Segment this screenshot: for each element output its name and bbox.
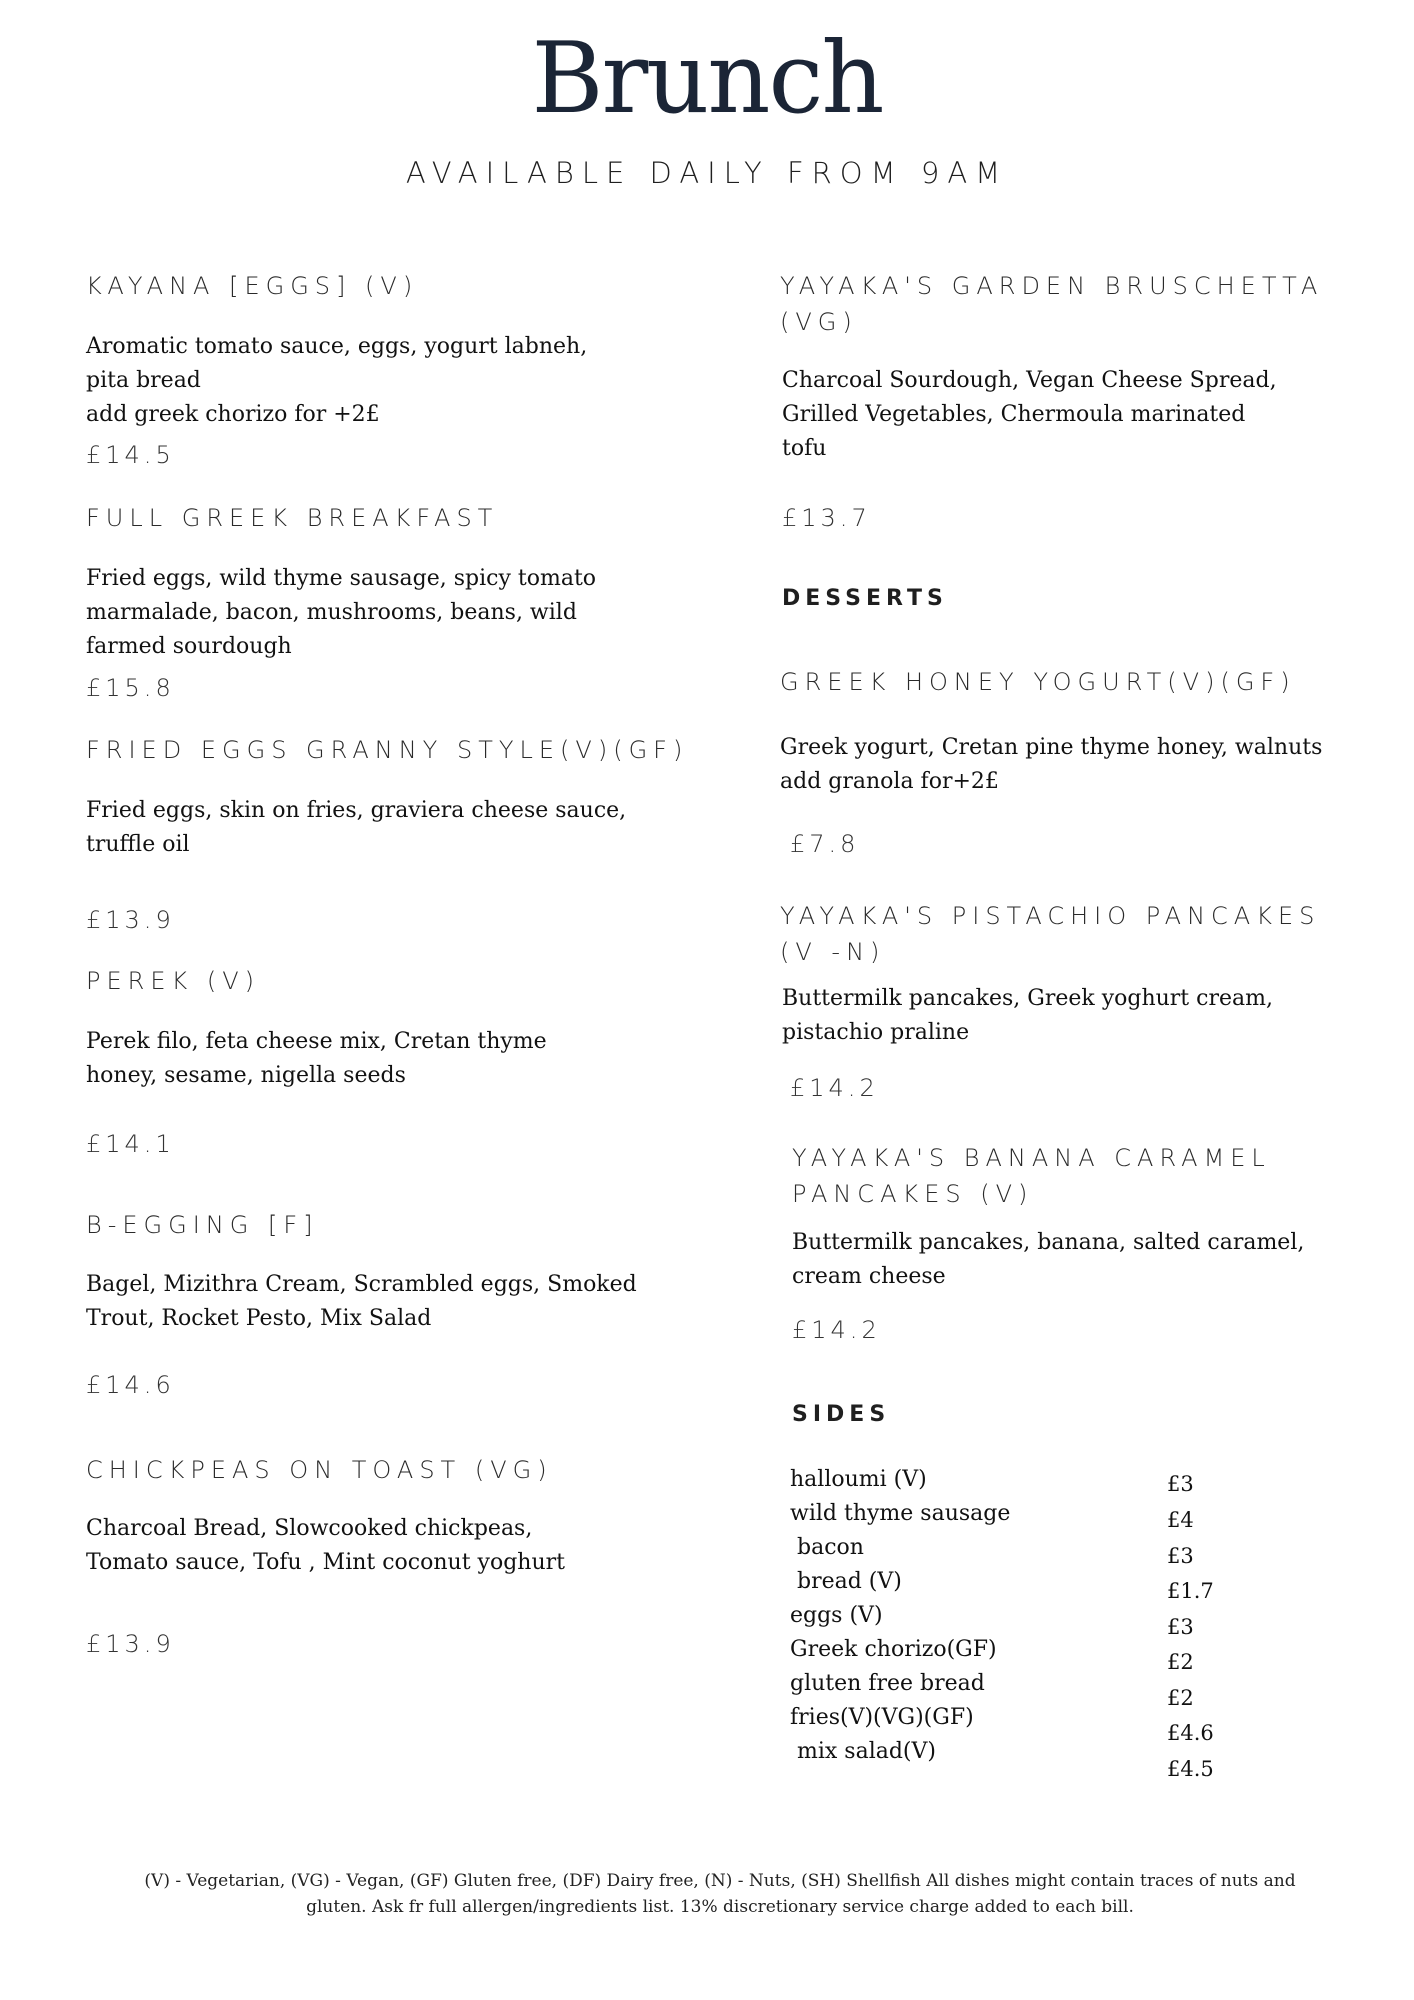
item-price: £13.9 bbox=[86, 1630, 175, 1658]
item-description: Buttermilk pancakes, banana, salted caramel, cream cheese bbox=[792, 1230, 1305, 1289]
allergen-footer-note: (V) - Vegetarian, (VG) - Vegan, (GF) Gluten free, (DF) Dairy free, (N) - Nuts, (SH) Shellfish All dishes might contain traces of nuts and gluten. Ask fr full allergen/ingredients list. 13% discretionary service charge added to each bill. bbox=[144, 1871, 1296, 1917]
side-price: £2 bbox=[1167, 1650, 1194, 1674]
item-price: £14.6 bbox=[86, 1371, 175, 1399]
page-title: Brunch bbox=[531, 22, 883, 136]
side-name: halloumi (V) bbox=[790, 1467, 927, 1492]
item-name: B-EGGING [F] bbox=[86, 1211, 319, 1239]
item-name: KAYANA [EGGS] (V) bbox=[86, 272, 419, 300]
item-name: YAYAKA'S GARDEN BRUSCHETTA bbox=[780, 272, 1324, 300]
sides-heading: SIDES bbox=[792, 1402, 891, 1427]
side-price: £4 bbox=[1167, 1508, 1194, 1532]
side-price: £3 bbox=[1167, 1615, 1194, 1639]
item-name: GREEK HONEY YOGURT(V)(GF) bbox=[780, 668, 1296, 696]
side-name: fries(V)(VG)(GF) bbox=[790, 1705, 974, 1730]
item-name-line2: (V -N) bbox=[780, 938, 886, 966]
item-price: £13.7 bbox=[782, 504, 871, 532]
item-price: £14.2 bbox=[792, 1316, 881, 1344]
item-name: PEREK (V) bbox=[86, 967, 260, 995]
item-description: Fried eggs, wild thyme sausage, spicy tomato marmalade, bacon, mushrooms, beans, wild farmed sourdough bbox=[86, 566, 597, 659]
item-name: FRIED EGGS GRANNY STYLE(V)(GF) bbox=[86, 736, 689, 764]
item-name: YAYAKA'S PISTACHIO PANCAKES bbox=[780, 902, 1321, 930]
item-name: CHICKPEAS ON TOAST (VG) bbox=[86, 1456, 553, 1484]
side-price: £4.5 bbox=[1167, 1757, 1214, 1781]
item-description: Bagel, Mizithra Cream, Scrambled eggs, Smoked Trout, Rocket Pesto, Mix Salad bbox=[86, 1272, 637, 1331]
item-price: £13.9 bbox=[86, 906, 175, 934]
item-price: £14.2 bbox=[790, 1074, 879, 1102]
item-price: £15.8 bbox=[86, 674, 175, 702]
item-description: Buttermilk pancakes, Greek yoghurt cream, pistachio praline bbox=[782, 986, 1273, 1045]
side-price: £1.7 bbox=[1167, 1579, 1214, 1603]
side-price: £3 bbox=[1167, 1472, 1194, 1496]
side-price: £3 bbox=[1167, 1544, 1194, 1568]
desserts-heading: DESSERTS bbox=[782, 586, 948, 611]
item-name-line2: (VG) bbox=[780, 308, 858, 336]
side-name: Greek chorizo(GF) bbox=[790, 1637, 997, 1662]
availability-subtitle: AVAILABLE DAILY FROM 9AM bbox=[405, 156, 1009, 190]
side-name: gluten free bread bbox=[790, 1671, 985, 1696]
side-name: wild thyme sausage bbox=[790, 1501, 1011, 1526]
item-price: £14.1 bbox=[86, 1130, 175, 1158]
side-price: £4.6 bbox=[1167, 1721, 1214, 1745]
side-name: eggs (V) bbox=[790, 1603, 883, 1628]
side-name: mix salad(V) bbox=[790, 1739, 936, 1764]
side-name: bread (V) bbox=[790, 1569, 902, 1594]
item-name: FULL GREEK BREAKFAST bbox=[86, 504, 499, 532]
side-name: bacon bbox=[790, 1535, 864, 1560]
item-description: Perek filo, feta cheese mix, Cretan thyme honey, sesame, nigella seeds bbox=[86, 1029, 547, 1088]
item-price: £7.8 bbox=[790, 830, 860, 858]
item-description: Fried eggs, skin on fries, graviera cheese sauce, truffle oil bbox=[86, 798, 627, 857]
item-name-line2: PANCAKES (V) bbox=[792, 1180, 1034, 1208]
item-price: £14.5 bbox=[86, 441, 175, 469]
item-name: YAYAKA'S BANANA CARAMEL bbox=[792, 1144, 1271, 1172]
item-description: Greek yogurt, Cretan pine thyme honey, walnuts add granola for+2£ bbox=[780, 735, 1323, 794]
item-description: Charcoal Bread, Slowcooked chickpeas, Tomato sauce, Tofu , Mint coconut yoghurt bbox=[86, 1516, 565, 1575]
item-description: Charcoal Sourdough, Vegan Cheese Spread, Grilled Vegetables, Chermoula marinated tofu bbox=[782, 368, 1277, 461]
side-price: £2 bbox=[1167, 1686, 1194, 1710]
item-description: Aromatic tomato sauce, eggs, yogurt labneh, pita bread add greek chorizo for +2£ bbox=[86, 334, 588, 427]
